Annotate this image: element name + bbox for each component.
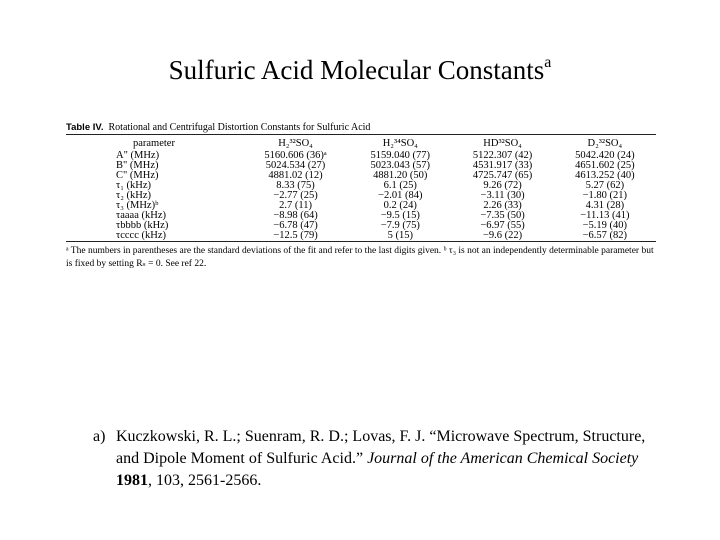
reference-label: a) — [93, 428, 106, 445]
value-cell: 5159.040 (77) — [370, 150, 431, 161]
value-cell: −7.35 (50) — [480, 210, 525, 221]
reference-journal: Journal of the American Chemical Society — [367, 450, 639, 467]
reference-year: 1981 — [116, 472, 148, 489]
value-cell: 2.7 (11) — [279, 200, 312, 211]
table-caption-text: Rotational and Centrifugal Distortion Constants for Sulfuric Acid — [108, 122, 371, 133]
title-footnote-mark: a — [544, 54, 552, 71]
table-row — [66, 181, 656, 191]
value-cell: −11.13 (41) — [580, 210, 630, 221]
value-cell: 5160.606 (36)ᵃ — [264, 150, 327, 161]
table-caption — [66, 121, 656, 134]
reference-citation — [93, 426, 653, 492]
header-isotopologue: H₂³²SO₄ — [278, 137, 313, 149]
value-cell: 4881.20 (50) — [373, 170, 428, 181]
value-cell: 4531.917 (33) — [472, 160, 533, 171]
constants-table — [66, 135, 656, 241]
value-cell: 9.26 (72) — [483, 180, 522, 191]
table-label: Table IV. — [66, 122, 104, 133]
parameter-cell: A" (MHz) — [116, 150, 160, 161]
table-footnote: ᵃ The numbers in parentheses are the standard deviations of the fit and refer to the last digits given. ᵇ τ₃ is not an independently determinable parameter but is fixed by setting Rₛ = 0. See ref 22. — [66, 246, 654, 269]
parameter-cell: τcccc (kHz) — [116, 230, 166, 241]
value-cell: −8.98 (64) — [273, 210, 318, 221]
reference-body — [116, 426, 653, 492]
header-isotopologue: D₂³²SO₄ — [587, 137, 623, 149]
table-bottom-rule — [66, 241, 656, 242]
value-cell: 5 (15) — [387, 230, 413, 241]
reference-rest: , 103, 2561-2566. — [148, 472, 262, 489]
value-cell: 5.27 (62) — [585, 180, 625, 191]
value-cell: 5024.534 (27) — [265, 160, 326, 171]
constants-table-block — [66, 121, 656, 271]
value-cell: −2.77 (25) — [273, 190, 318, 201]
reference-authors: Kuczkowski, R. L.; Suenram, R. D.; Lovas, F. J. “Microwave Spectrum, Structure, and Dipole Moment of Sulfuric Acid.” — [116, 428, 646, 467]
slide-title-text: Sulfuric Acid Molecular Constants — [168, 55, 545, 85]
table-row — [66, 171, 656, 181]
value-cell: −7.9 (75) — [380, 220, 420, 231]
table-row — [66, 231, 656, 241]
parameter-cell: τ₃ (MHz)ᵇ — [116, 200, 159, 211]
value-cell: 4651.602 (25) — [575, 160, 635, 171]
value-cell: −5.19 (40) — [582, 220, 628, 231]
header-parameter: parameter — [132, 137, 175, 149]
value-cell: −6.78 (47) — [273, 220, 318, 231]
value-cell: 4.31 (28) — [585, 200, 625, 211]
value-cell: 8.33 (75) — [276, 180, 315, 191]
value-cell: 5023.043 (57) — [370, 160, 431, 171]
value-cell: −9.5 (15) — [380, 210, 420, 221]
header-isotopologue: H₂³⁴SO₄ — [382, 137, 418, 149]
value-cell: −6.97 (55) — [480, 220, 525, 231]
table-body — [66, 151, 656, 241]
value-cell: 2.26 (33) — [483, 200, 522, 211]
value-cell: 0.2 (24) — [383, 200, 417, 211]
parameter-cell: τ₂ (kHz) — [116, 190, 151, 201]
parameter-cell: τ₁ (kHz) — [116, 180, 151, 191]
value-cell: −2.01 (84) — [378, 190, 423, 201]
parameter-cell: τbbbb (kHz) — [116, 220, 169, 231]
parameter-cell: B" (MHz) — [116, 160, 159, 171]
header-isotopologue: HD³²SO₄ — [483, 137, 522, 149]
value-cell: 4613.252 (40) — [575, 170, 635, 181]
value-cell: 4881.02 (12) — [268, 170, 323, 181]
table-header-row — [66, 135, 656, 151]
value-cell: 5042.420 (24) — [575, 150, 635, 161]
value-cell: −6.57 (82) — [582, 230, 628, 241]
value-cell: 4725.747 (65) — [472, 170, 533, 181]
value-cell: −3.11 (30) — [480, 190, 525, 201]
value-cell: −9.6 (22) — [482, 230, 523, 241]
value-cell: 6.1 (25) — [383, 180, 417, 191]
parameter-cell: τaaaa (kHz) — [116, 210, 166, 221]
slide-title — [0, 46, 720, 87]
value-cell: −12.5 (79) — [273, 230, 318, 241]
parameter-cell: C" (MHz) — [116, 170, 159, 181]
value-cell: −1.80 (21) — [582, 190, 628, 201]
value-cell: 5122.307 (42) — [472, 150, 533, 161]
